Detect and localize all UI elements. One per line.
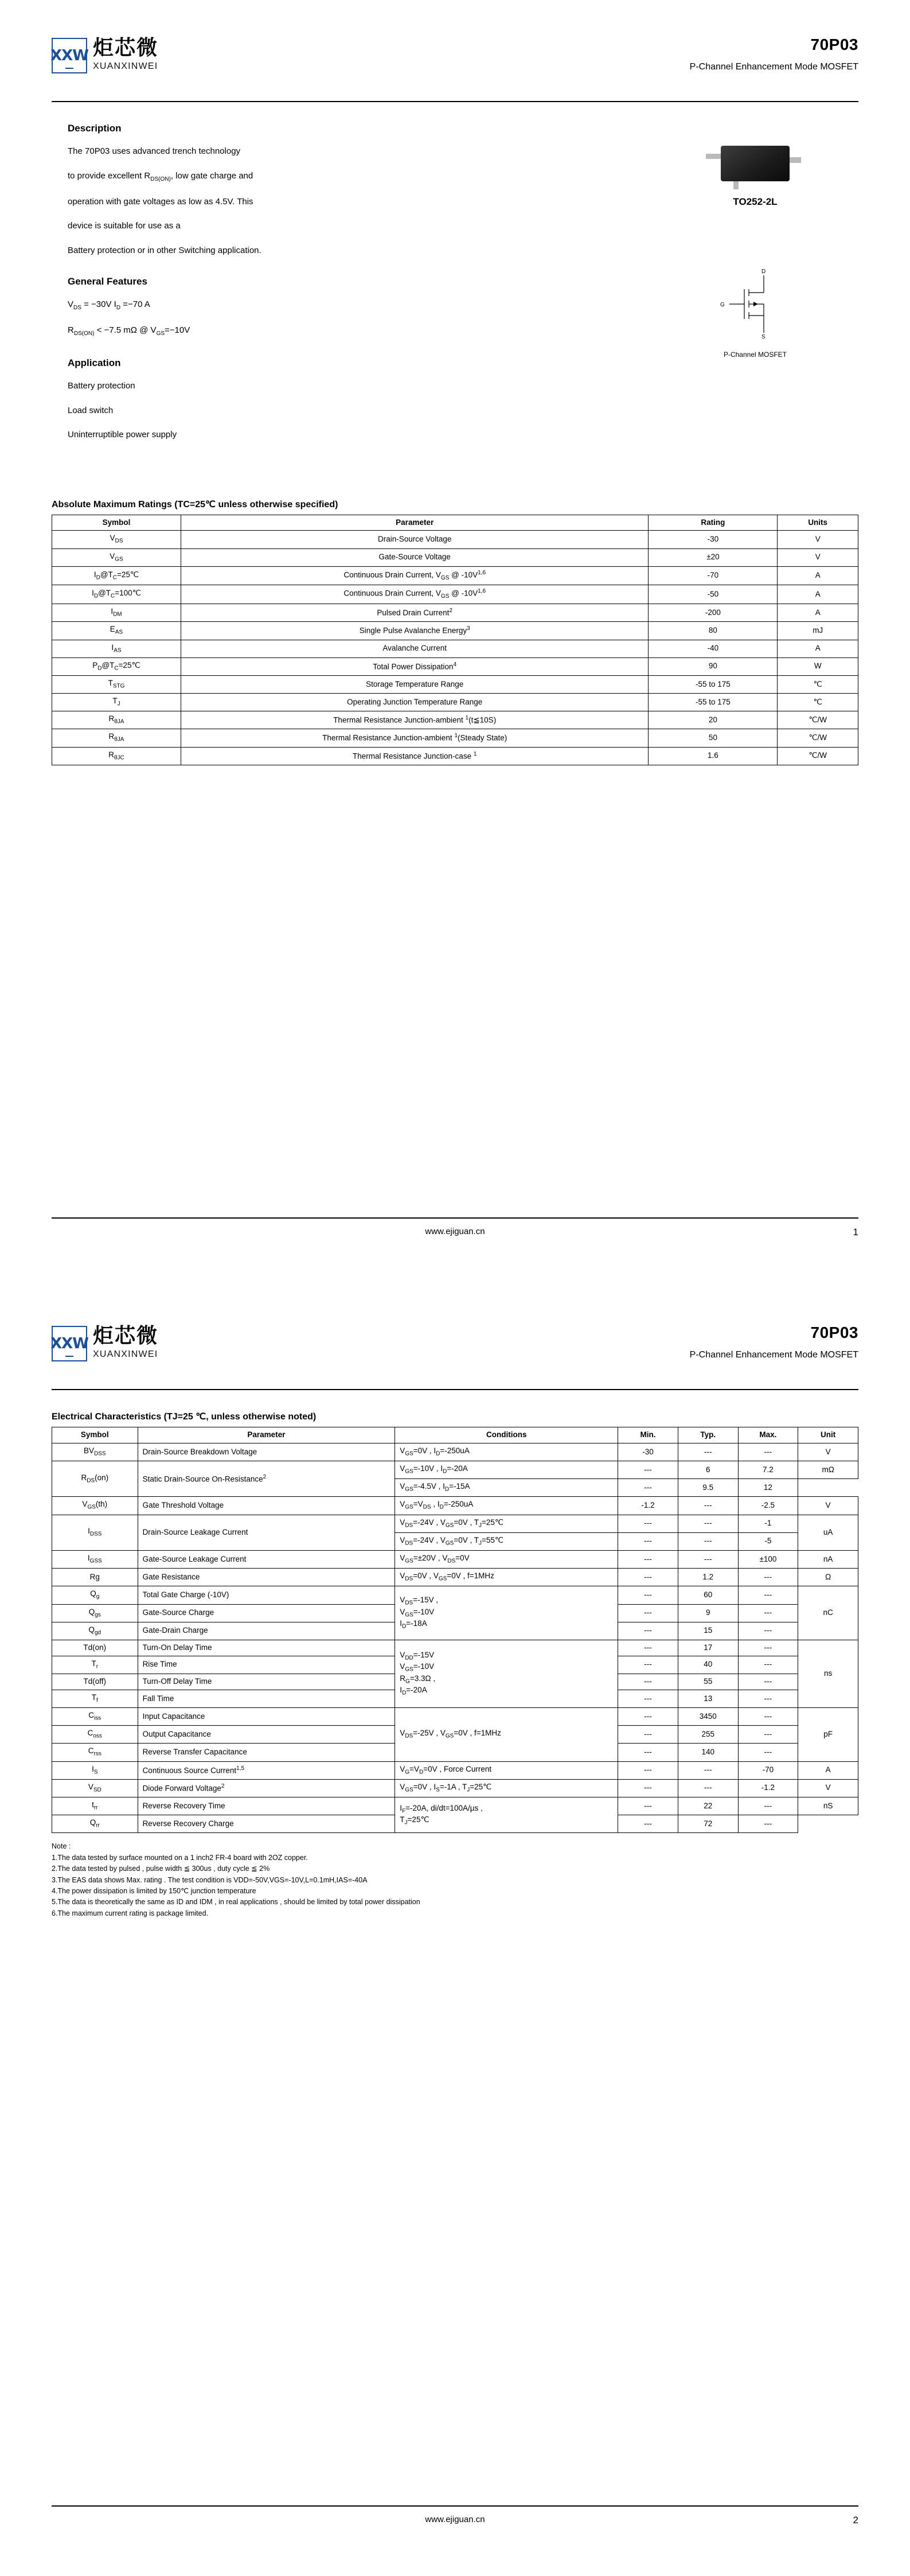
ec-cell-min: --- [618, 1674, 678, 1690]
ec-cell-max: --- [738, 1656, 798, 1674]
amr-cell-units: A [778, 604, 858, 622]
ec-cell-symbol: $Q_g$ [52, 1586, 138, 1604]
ec-cell-min: --- [618, 1604, 678, 1622]
ec-cell-min: --- [618, 1779, 678, 1797]
logo-company-cn: 炬芯微 [93, 36, 159, 60]
ec-cell-symbol: $I_S$ [52, 1761, 138, 1779]
amr-cell-rating: -50 [649, 585, 778, 604]
amr-cell-rating: -55 to 175 [649, 694, 778, 711]
table-row [52, 729, 858, 747]
logo-company-en: XUANXINWEI [93, 1349, 158, 1359]
ec-cell-min: --- [618, 1479, 678, 1497]
ec-cell-parameter: Reverse Transfer Capacitance [138, 1744, 395, 1761]
table-row [52, 747, 858, 765]
amr-cell-parameter: Thermal Resistance Junction-ambient $^1$(t≦10S) [181, 711, 648, 729]
application-title: Application [68, 357, 121, 368]
ec-cell-conditions: $I_F=-20A$, di/dt=100A/µs , $T_J=25℃$ [395, 1797, 618, 1833]
ec-cell-max: --- [738, 1708, 798, 1726]
ec-cell-typ: --- [678, 1515, 738, 1532]
ec-cell-unit: ns [798, 1640, 858, 1707]
note-line: 6.The maximum current rating is package limited. [52, 1909, 209, 1917]
ec-col-max: Max. [738, 1427, 798, 1443]
amr-cell-symbol: $I_D@T_C=100℃$ [52, 585, 181, 604]
ec-cell-max: --- [738, 1744, 798, 1761]
amr-cell-rating: -70 [649, 566, 778, 585]
ec-cell-max: --- [738, 1797, 798, 1815]
ec-cell-unit: V [798, 1443, 858, 1461]
table-row [52, 531, 858, 548]
ec-cell-typ: 22 [678, 1797, 738, 1815]
package-label: TO252-2L [733, 196, 778, 207]
ec-cell-conditions: $V_{DS}=-24V$ , $V_{GS}=0V$ , $T_J=25℃$ [395, 1515, 618, 1532]
ec-cell-symbol: Td(off) [52, 1674, 138, 1690]
amr-cell-rating: 90 [649, 657, 778, 675]
ec-cell-parameter: Static Drain-Source On-Resistance$^2$ [138, 1461, 395, 1497]
note-line: 4.The power dissipation is limited by 150℃ junction temperature [52, 1886, 256, 1895]
notes-title: Note : [52, 1842, 71, 1851]
ec-cell-typ: --- [678, 1761, 738, 1779]
absolute-maximum-ratings-table [52, 515, 858, 765]
table-row [52, 1461, 858, 1479]
ec-cell-unit: V [798, 1779, 858, 1797]
ec-cell-min: -30 [618, 1443, 678, 1461]
application-line-3: Uninterruptible power supply [68, 430, 177, 439]
svg-text:G: G [720, 302, 725, 308]
note-line: 1.The data tested by surface mounted on a 1 inch2 FR-4 board with 2OZ copper. [52, 1853, 308, 1862]
ec-cell-typ: --- [678, 1532, 738, 1550]
amr-cell-symbol: $I_D@T_C=25℃$ [52, 566, 181, 585]
ec-cell-conditions: $V_{DS}=-25V$ , $V_{GS}=0V$ , f=1MHz [395, 1708, 618, 1762]
ec-cell-parameter: Fall Time [138, 1690, 395, 1707]
page-number: 1 [853, 1227, 858, 1238]
ec-cell-max: ±100 [738, 1551, 798, 1569]
ec-cell-typ: 9 [678, 1604, 738, 1622]
ec-cell-typ: --- [678, 1551, 738, 1569]
logo-mark-icon: XXW [52, 1326, 87, 1361]
ec-cell-parameter: Reverse Recovery Charge [138, 1815, 395, 1833]
application-line-2: Load switch [68, 405, 114, 415]
ec-cell-parameter: Rise Time [138, 1656, 395, 1674]
page-1-footer [52, 1217, 858, 1236]
ec-cell-parameter: Continuous Source Current$^{1,5}$ [138, 1761, 395, 1779]
amr-cell-units: ℃ [778, 694, 858, 711]
ec-cell-typ: 9.5 [678, 1479, 738, 1497]
part-subtitle: P-Channel Enhancement Mode MOSFET [689, 1350, 858, 1360]
amr-cell-symbol: $R_{\theta JA}$ [52, 729, 181, 747]
header-right [690, 36, 858, 72]
ec-cell-typ: --- [678, 1443, 738, 1461]
ec-cell-min: --- [618, 1461, 678, 1479]
ec-cell-symbol: $t_{rr}$ [52, 1797, 138, 1815]
amr-cell-units: V [778, 531, 858, 548]
ec-cell-max: --- [738, 1443, 798, 1461]
ec-cell-min: --- [618, 1815, 678, 1833]
table-row [52, 640, 858, 657]
table-row [52, 1640, 858, 1656]
ec-cell-parameter: Gate Threshold Voltage [138, 1497, 395, 1515]
amr-cell-units: A [778, 640, 858, 657]
ec-cell-min: --- [618, 1532, 678, 1550]
features-title: General Features [68, 276, 147, 287]
table-row [52, 604, 858, 622]
ec-cell-max: -2.5 [738, 1497, 798, 1515]
amr-cell-symbol: $E_{AS}$ [52, 622, 181, 640]
ec-cell-min: -1.2 [618, 1497, 678, 1515]
table-row [52, 657, 858, 675]
ec-cell-symbol: Td(on) [52, 1640, 138, 1656]
part-subtitle: P-Channel Enhancement Mode MOSFET [689, 62, 858, 72]
ec-col-typ: Typ. [678, 1427, 738, 1443]
amr-cell-symbol: $I_{DM}$ [52, 604, 181, 622]
amr-cell-symbol: $R_{\theta JC}$ [52, 747, 181, 765]
ec-table-body [52, 1443, 858, 1833]
ec-cell-typ: 6 [678, 1461, 738, 1479]
ec-cell-typ: 140 [678, 1744, 738, 1761]
amr-cell-units: ℃/W [778, 711, 858, 729]
ec-cell-typ: 3450 [678, 1708, 738, 1726]
ec-cell-unit: pF [798, 1708, 858, 1762]
amr-col-rating: Rating [649, 515, 778, 531]
page-2-content [52, 1411, 858, 1919]
ec-cell-min: --- [618, 1797, 678, 1815]
ec-cell-unit: nC [798, 1586, 858, 1640]
table-row [52, 585, 858, 604]
ec-cell-parameter: Drain-Source Breakdown Voltage [138, 1443, 395, 1461]
amr-cell-units: mJ [778, 622, 858, 640]
ec-cell-unit: nA [798, 1551, 858, 1569]
part-number: 70P03 [810, 36, 858, 53]
ec-title: Electrical Characteristics (TJ=25 ℃, unless otherwise noted) [52, 1412, 317, 1422]
ec-cell-min: --- [618, 1551, 678, 1569]
ec-cell-max: --- [738, 1622, 798, 1640]
ec-cell-max: --- [738, 1726, 798, 1744]
amr-cell-parameter: Gate-Source Voltage [181, 548, 648, 566]
ec-cell-parameter: Total Gate Charge (-10V) [138, 1586, 395, 1604]
ec-col-symbol: Symbol [52, 1427, 138, 1443]
table-row [52, 622, 858, 640]
logo-mark-icon: XXW [52, 38, 87, 73]
ec-cell-typ: 17 [678, 1640, 738, 1656]
ec-cell-parameter: Turn-On Delay Time [138, 1640, 395, 1656]
ec-cell-min: --- [618, 1640, 678, 1656]
table-row [52, 1497, 858, 1515]
amr-table-body [52, 531, 858, 765]
ec-cell-unit: A [798, 1761, 858, 1779]
ec-cell-parameter: Reverse Recovery Time [138, 1797, 395, 1815]
ec-cell-max: --- [738, 1815, 798, 1833]
ec-cell-parameter: Gate-Source Charge [138, 1604, 395, 1622]
amr-cell-symbol: $R_{\theta JA}$ [52, 711, 181, 729]
ec-col-unit: Unit [798, 1427, 858, 1443]
ec-cell-symbol: $BV_{DSS}$ [52, 1443, 138, 1461]
ec-cell-conditions: $V_{GS}=-4.5V$ , $I_D=-15A$ [395, 1479, 618, 1497]
amr-cell-rating: 80 [649, 622, 778, 640]
header-right-2 [690, 1324, 858, 1360]
description-line-2: to provide excellent $R_{DS(ON)}$, low gate charge and [68, 170, 253, 182]
ec-cell-parameter: Gate-Drain Charge [138, 1622, 395, 1640]
note-line: 5.The data is theoretically the same as ID and IDM , in real applications , should be limited by total power dissipation [52, 1898, 420, 1906]
ec-cell-typ: --- [678, 1497, 738, 1515]
amr-cell-parameter: Pulsed Drain Current$^2$ [181, 604, 648, 622]
table-row [52, 1797, 858, 1815]
ec-cell-symbol: $R_{DS}(on)$ [52, 1461, 138, 1497]
application-line-1: Battery protection [68, 381, 135, 391]
amr-cell-parameter: Avalanche Current [181, 640, 648, 657]
ec-cell-parameter: Gate Resistance [138, 1569, 395, 1586]
ec-cell-typ: 15 [678, 1622, 738, 1640]
ec-cell-max: --- [738, 1569, 798, 1586]
table-row [52, 548, 858, 566]
amr-cell-units: A [778, 585, 858, 604]
ec-cell-symbol: $V_{SD}$ [52, 1779, 138, 1797]
note-line: 2.The data tested by pulsed , pulse width ≦ 300us , duty cycle ≦ 2% [52, 1865, 270, 1873]
footer-url: www.ejiguan.cn [425, 2515, 485, 2524]
ec-cell-max: -1.2 [738, 1779, 798, 1797]
ec-cell-symbol: $I_{GSS}$ [52, 1551, 138, 1569]
amr-col-parameter: Parameter [181, 515, 648, 531]
ec-cell-symbol: $T_f$ [52, 1690, 138, 1707]
amr-cell-parameter: Continuous Drain Current, $V_{GS}$ @ $-10V^{1,6}$ [181, 566, 648, 585]
description-title: Description [68, 123, 122, 134]
description-line-3: operation with gate voltages as low as 4.5V. This [68, 196, 253, 207]
table-row [52, 1551, 858, 1569]
ec-cell-conditions: $V_{DS}=-24V$ , $V_{GS}=0V$ , $T_J=55℃$ [395, 1532, 618, 1550]
ec-cell-max: -70 [738, 1761, 798, 1779]
amr-cell-symbol: $I_{AS}$ [52, 640, 181, 657]
table-row [52, 694, 858, 711]
ec-cell-unit: nS [798, 1797, 858, 1815]
ec-cell-max: --- [738, 1690, 798, 1707]
ec-cell-min: --- [618, 1690, 678, 1707]
note-line: 3.The EAS data shows Max. rating . The test condition is VDD=-50V,VGS=-10V,L=0.1mH,IAS=-40A [52, 1875, 368, 1884]
ec-cell-symbol: $I_{DSS}$ [52, 1515, 138, 1550]
table-row [52, 1708, 858, 1726]
ec-cell-unit: V [798, 1497, 858, 1515]
footer-url: www.ejiguan.cn [425, 1227, 485, 1236]
ec-cell-min: --- [618, 1761, 678, 1779]
amr-cell-parameter: Thermal Resistance Junction-case $^1$ [181, 747, 648, 765]
ec-cell-symbol: $Q_{gs}$ [52, 1604, 138, 1622]
ec-cell-unit: mΩ [798, 1461, 858, 1479]
amr-cell-rating: 20 [649, 711, 778, 729]
ec-cell-typ: 55 [678, 1674, 738, 1690]
package-figure [686, 146, 824, 208]
ec-cell-min: --- [618, 1744, 678, 1761]
amr-cell-parameter: Continuous Drain Current, $V_{GS}$ @ $-10V^{1,6}$ [181, 585, 648, 604]
amr-cell-units: V [778, 548, 858, 566]
description-line-1: The 70P03 uses advanced trench technology [68, 146, 241, 156]
table-row [52, 1586, 858, 1604]
ec-cell-max: -1 [738, 1515, 798, 1532]
table-row [52, 675, 858, 693]
table-header-row [52, 1427, 858, 1443]
ec-cell-min: --- [618, 1708, 678, 1726]
ec-cell-max: --- [738, 1586, 798, 1604]
ec-cell-parameter: Diode Forward Voltage$^2$ [138, 1779, 395, 1797]
table-row [52, 1569, 858, 1586]
description-line-4: device is suitable for use as a [68, 221, 181, 231]
amr-cell-rating: 1.6 [649, 747, 778, 765]
logo-company-cn: 炬芯微 [93, 1324, 159, 1348]
ec-cell-conditions: $V_{DS}=0V$ , $V_{GS}=0V$ , f=1MHz [395, 1569, 618, 1586]
ec-cell-typ: 255 [678, 1726, 738, 1744]
ec-cell-conditions: $V_{DS}=-15V$ , $V_{GS}=-10V$ $I_D=-18A$ [395, 1586, 618, 1640]
ec-cell-typ: --- [678, 1779, 738, 1797]
ec-cell-max: 7.2 [738, 1461, 798, 1479]
ec-cell-min: --- [618, 1586, 678, 1604]
ec-cell-min: --- [618, 1726, 678, 1744]
amr-cell-rating: 50 [649, 729, 778, 747]
amr-cell-parameter: Storage Temperature Range [181, 675, 648, 693]
ec-cell-conditions: $V_{DD}=-15V$ $V_{GS}=-10V$ $R_G=3.3\Omega$ , $I_D=-20A$ [395, 1640, 618, 1707]
ec-cell-symbol: $V_{GS}(th)$ [52, 1497, 138, 1515]
amr-cell-symbol: $T_{STG}$ [52, 675, 181, 693]
ec-cell-min: --- [618, 1569, 678, 1586]
amr-cell-parameter: Operating Junction Temperature Range [181, 694, 648, 711]
amr-cell-symbol: $T_J$ [52, 694, 181, 711]
schematic-figure [686, 266, 824, 359]
notes-block [52, 1841, 858, 1919]
amr-col-symbol: Symbol [52, 515, 181, 531]
page-2-header [52, 1321, 858, 1390]
ec-cell-typ: 72 [678, 1815, 738, 1833]
table-row [52, 1779, 858, 1797]
ec-cell-unit: Ω [798, 1569, 858, 1586]
ec-cell-typ: 60 [678, 1586, 738, 1604]
ec-cell-typ: 40 [678, 1656, 738, 1674]
amr-cell-parameter: Total Power Dissipation$^4$ [181, 657, 648, 675]
ec-cell-conditions: $V_{GS}=V_{DS}$ , $I_D=-250uA$ [395, 1497, 618, 1515]
amr-cell-parameter: Drain-Source Voltage [181, 531, 648, 548]
ec-cell-conditions: $V_{GS}=0V$ , $I_D=-250uA$ [395, 1443, 618, 1461]
page-2 [0, 1288, 910, 2576]
company-logo [52, 38, 158, 73]
ec-cell-min: --- [618, 1656, 678, 1674]
table-row [52, 566, 858, 585]
amr-cell-units: ℃ [778, 675, 858, 693]
ec-cell-typ: 1.2 [678, 1569, 738, 1586]
ec-cell-symbol: $C_{rss}$ [52, 1744, 138, 1761]
amr-cell-units: W [778, 657, 858, 675]
company-logo-2 [52, 1326, 158, 1361]
ec-col-parameter: Parameter [138, 1427, 395, 1443]
table-row [52, 1761, 858, 1779]
ec-cell-max: --- [738, 1640, 798, 1656]
amr-cell-rating: -55 to 175 [649, 675, 778, 693]
ec-cell-conditions: $V_G=V_D=0V$ , Force Current [395, 1761, 618, 1779]
page-header [52, 33, 858, 102]
table-header-row [52, 515, 858, 531]
amr-cell-symbol: $V_{GS}$ [52, 548, 181, 566]
description-line-5: Battery protection or in other Switching application. [68, 245, 261, 255]
amr-title: Absolute Maximum Ratings (TC=25℃ unless otherwise specified) [52, 499, 338, 509]
amr-cell-units: ℃/W [778, 729, 858, 747]
schematic-caption: P-Channel MOSFET [723, 351, 787, 359]
ec-cell-symbol: Rg [52, 1569, 138, 1586]
ec-cell-conditions: $V_{GS}=-10V$ , $I_D=-20A$ [395, 1461, 618, 1479]
ec-cell-symbol: $Q_{rr}$ [52, 1815, 138, 1833]
logo-company-en: XUANXINWEI [93, 61, 158, 71]
amr-cell-rating: -40 [649, 640, 778, 657]
ec-cell-typ: 13 [678, 1690, 738, 1707]
ec-cell-max: --- [738, 1674, 798, 1690]
table-row [52, 1515, 858, 1532]
ec-cell-parameter: Turn-Off Delay Time [138, 1674, 395, 1690]
feature-line-1: $V_{DS} = -30V$ $I_D =-70$ A [68, 299, 150, 311]
part-number: 70P03 [810, 1324, 858, 1341]
ec-cell-min: --- [618, 1622, 678, 1640]
ec-cell-symbol: $T_r$ [52, 1656, 138, 1674]
amr-cell-rating: -30 [649, 531, 778, 548]
feature-line-2: $R_{DS(ON)} < -7.5$ mΩ @ $V_{GS}=-10V$ [68, 325, 190, 337]
mosfet-symbol-icon [706, 266, 804, 341]
amr-cell-parameter: Thermal Resistance Junction-ambient $^1$(Steady State) [181, 729, 648, 747]
ec-cell-symbol: $C_{oss}$ [52, 1726, 138, 1744]
ec-cell-max: --- [738, 1604, 798, 1622]
ec-cell-parameter: Input Capacitance [138, 1708, 395, 1726]
ec-cell-parameter: Drain-Source Leakage Current [138, 1515, 395, 1550]
ec-cell-conditions: $V_{GS}=0V$ , $I_S=-1A$ , $T_J=25℃$ [395, 1779, 618, 1797]
page-2-footer [52, 2505, 858, 2524]
amr-cell-symbol: $P_D@T_C=25℃$ [52, 657, 181, 675]
electrical-characteristics-table [52, 1427, 858, 1833]
svg-text:D: D [761, 269, 766, 275]
table-row [52, 711, 858, 729]
page-number: 2 [853, 2515, 858, 2526]
amr-cell-parameter: Single Pulse Avalanche Energy$^3$ [181, 622, 648, 640]
amr-cell-rating: -200 [649, 604, 778, 622]
ec-cell-symbol: $C_{iss}$ [52, 1708, 138, 1726]
amr-cell-units: A [778, 566, 858, 585]
amr-cell-symbol: $V_{DS}$ [52, 531, 181, 548]
svg-text:S: S [761, 334, 766, 340]
ec-col-min: Min. [618, 1427, 678, 1443]
ec-col-conditions: Conditions [395, 1427, 618, 1443]
amr-cell-rating: ±20 [649, 548, 778, 566]
ec-cell-parameter: Gate-Source Leakage Current [138, 1551, 395, 1569]
amr-col-units: Units [778, 515, 858, 531]
ec-cell-unit: uA [798, 1515, 858, 1550]
ec-cell-max: 12 [738, 1479, 798, 1497]
ec-cell-symbol: $Q_{gd}$ [52, 1622, 138, 1640]
ec-cell-min: --- [618, 1515, 678, 1532]
package-drawing-icon [721, 146, 790, 181]
table-row [52, 1443, 858, 1461]
ec-cell-conditions: $V_{GS}=\pm 20V$ , $V_{DS}=0V$ [395, 1551, 618, 1569]
amr-cell-units: ℃/W [778, 747, 858, 765]
page-1-content [52, 123, 858, 765]
ec-cell-max: -5 [738, 1532, 798, 1550]
ec-cell-parameter: Output Capacitance [138, 1726, 395, 1744]
